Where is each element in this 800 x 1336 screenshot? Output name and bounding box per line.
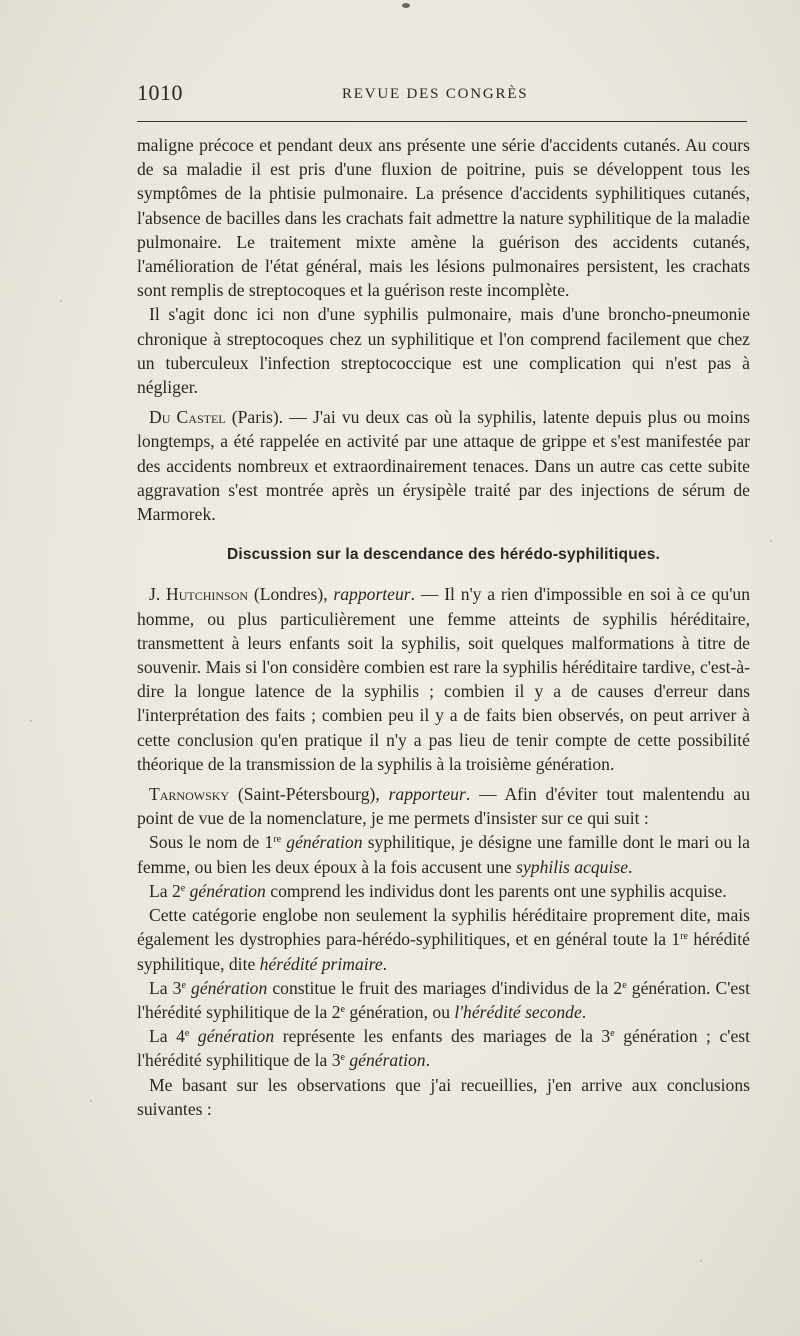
role-italic: rapporteur [388, 784, 466, 805]
paragraph-tarnowsky: Tarnowsky (Saint-Pétersbourg), rapporteur. — Afin d'éviter tout malentendu au point de vue de la nomenclature, je me permets d'insister sur ce qui suit : [137, 784, 750, 829]
scan-speck [30, 720, 32, 722]
scan-speck [770, 540, 772, 542]
paragraph-third-generation: La 3e génération constitue le fruit des mariages d'individus de la 2e génération. C'est l'hérédité syphilitique de la 2e génération, ou l'hérédité seconde. [137, 977, 750, 1022]
author-name: Du Castel [149, 407, 226, 428]
paragraph-first-generation: Sous le nom de 1re génération syphilitique, je désigne une famille dont le mari ou la femme, ou bien les deux époux à la fois accusent une syphilis acquise. [137, 832, 750, 877]
scan-speck [700, 1260, 702, 1262]
paragraph-hutchinson: J. Hutchinson (Londres), rapporteur. — Il n'y a rien d'impossible en soi à ce qu'un homme, ou plus particulièrement une femme atteints de syphilis héréditaire, transmettent à leurs enfants soit la syphilis, soit quelques malformations à titre de souvenir. Mais si l'on considère combien est rare la syphilis héréditaire tardive, c'est-à-dire la longue latence de la syphilis ; combien il y a de causes d'erreur dans l'interprétation des faits ; combien peu il y a de faits bien observés, on peut arriver à cette conclusion qu'en pratique il n'y a pas lieu de tenir compte de cette possibilité théorique de la transmission de la syphilis à la troisième génération. [137, 584, 750, 774]
scan-speck [90, 1100, 92, 1102]
section-heading: Discussion sur la descendance des hérédo-syphilitiques. [226, 546, 661, 564]
page-number: 1010 [137, 80, 183, 105]
paragraph-continued-case: maligne précoce et pendant deux ans présente une série d'accidents cutanés. Au cours de sa maladie il est pris d'une fluxion de poitrine, puis se développent tous les symptômes de la phtisie pulmonaire. La présence d'accidents syphilitiques cutanés, l'absence de bacilles dans les crachats fait admettre la nature syphilitique de la maladie pulmonaire. Le traitement mixte amène la guérison des accidents cutanés, l'amélioration de l'état général, mais les lésions pulmonaires persistent, les crachats sont remplis de streptocoques et la guérison reste incomplète. [137, 135, 750, 301]
scan-speck [60, 300, 62, 302]
paragraph-broncho-pneumonie: Il s'agit donc ici non d'une syphilis pulmonaire, mais d'une broncho-pneumonie chronique à streptocoques chez un syphilitique et l'on comprend facilement que chez un tuberculeux l'infection streptococcique est une complication qui n'est pas à négliger. [137, 304, 750, 398]
role-italic: rapporteur [333, 584, 411, 605]
paragraph-category: Cette catégorie englobe non seulement la syphilis héréditaire proprement dite, mais également les dystrophies para-hérédo-syphilitiques, et en général toute la 1re hérédité syphilitique, dite hérédité primaire. [137, 905, 750, 974]
running-title: REVUE DES CONGRÈS [342, 86, 529, 102]
body-text [137, 133, 750, 1121]
paragraph-fourth-generation: La 4e génération représente les enfants des mariages de la 3e génération ; c'est l'hérédité syphilitique de la 3e génération. [137, 1026, 750, 1071]
scan-speck [402, 3, 410, 8]
paragraph-conclusions: Me basant sur les observations que j'ai recueillies, j'en arrive aux conclusions suivantes : [137, 1074, 750, 1119]
author-name: Tarnowsky [149, 784, 230, 805]
paragraph-second-generation: La 2e génération comprend les individus dont les parents ont une syphilis acquise. [149, 880, 727, 901]
page-header [137, 80, 747, 110]
header-rule [137, 121, 747, 122]
author-name: J. Hutchinson [149, 584, 249, 605]
paragraph-du-castel: Du Castel (Paris). — J'ai vu deux cas où la syphilis, latente depuis plus ou moins longtemps, a été rappelée en activité par une attaque de grippe et s'est manifestée par des accidents nombreux et extraordinairement tenaces. Dans un autre cas cette subite aggravation s'est montrée après un érysipèle traité par des injections de sérum de Marmorek. [137, 407, 750, 525]
